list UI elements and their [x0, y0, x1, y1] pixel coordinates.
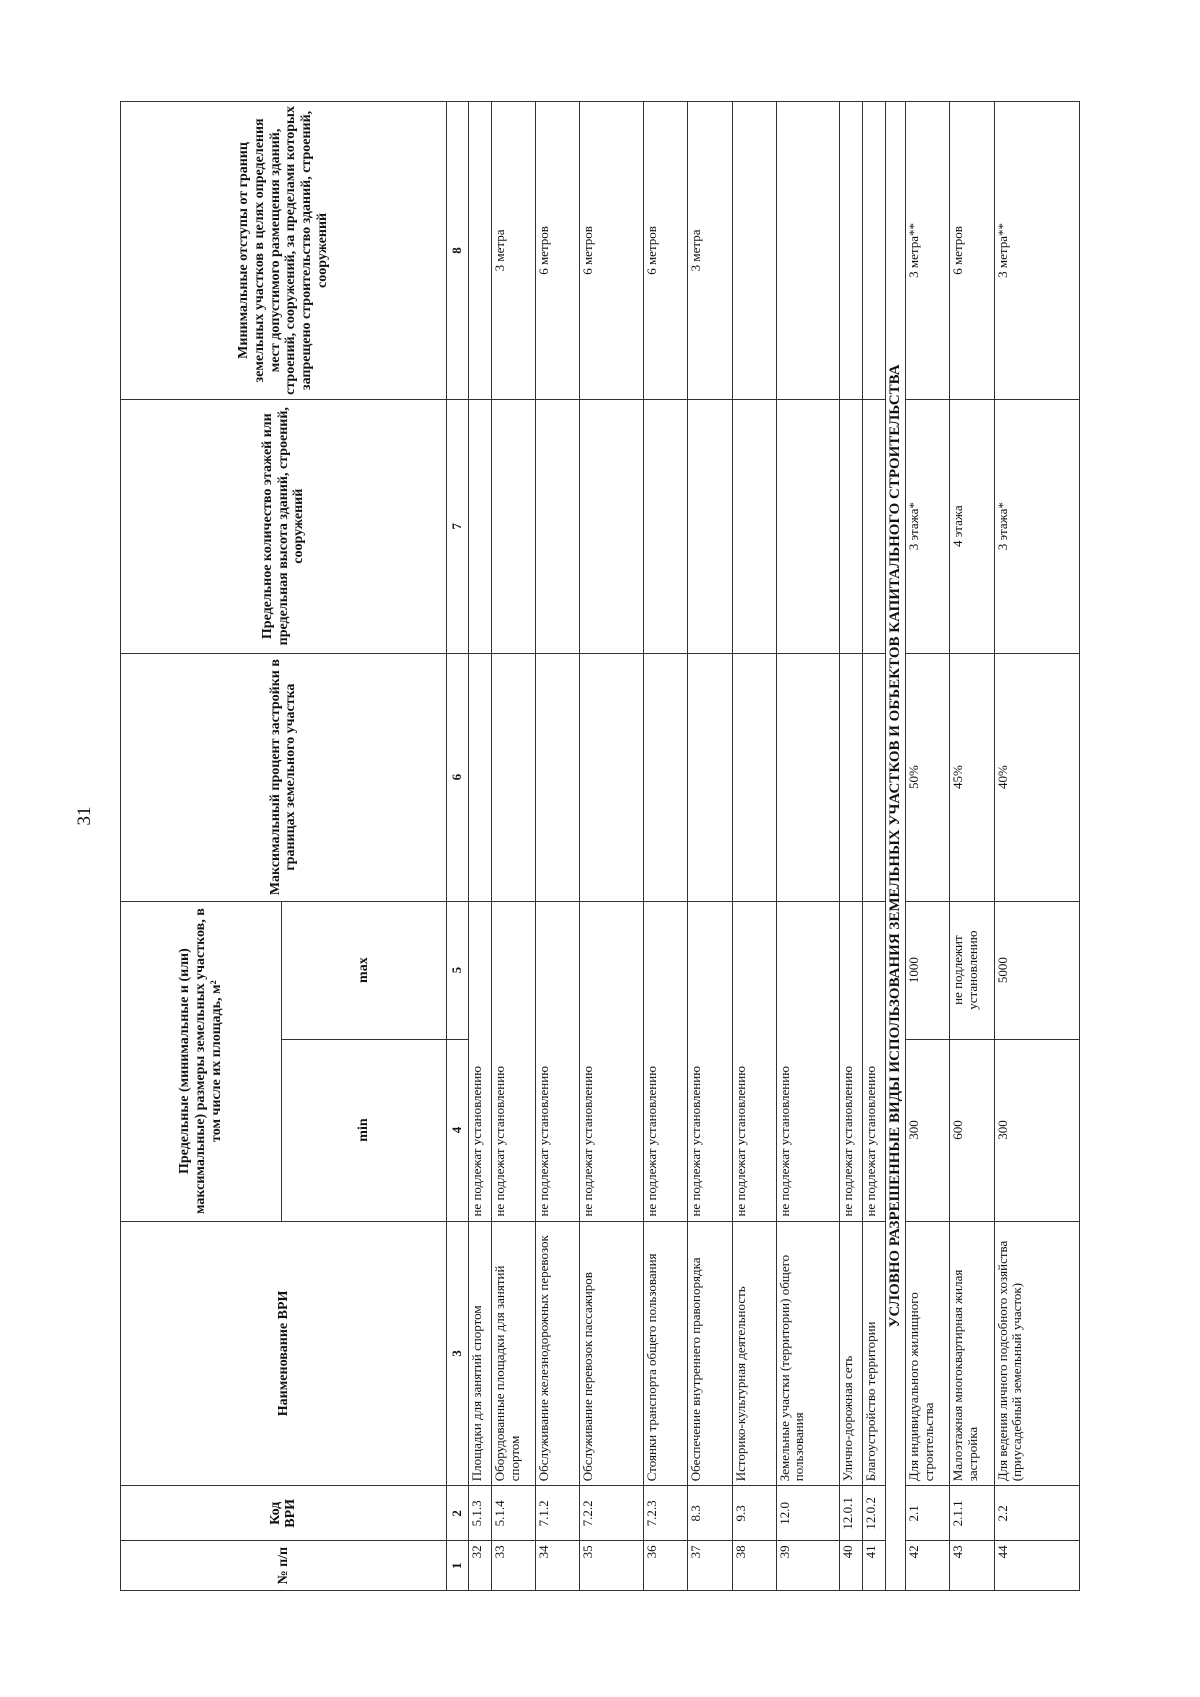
column-number: 3: [446, 1221, 469, 1486]
row-max: 1000: [906, 901, 950, 1039]
row-code: 12.0: [776, 1486, 840, 1541]
row-num: 41: [863, 1541, 886, 1591]
row-code: 5.1.3: [469, 1486, 492, 1541]
row-size: не подлежат установлению: [863, 901, 886, 1221]
row-name: Земельные участки (территории) общего пользования: [776, 1221, 840, 1486]
row-size: не подлежат установлению: [492, 901, 536, 1221]
row-code: 7.1.2: [536, 1486, 580, 1541]
row-size: не подлежат установлению: [776, 901, 840, 1221]
column-number: 4: [446, 1039, 469, 1221]
rotated-page-content: [120, 101, 1080, 1591]
table-row: [906, 102, 950, 1591]
row-name: Улично-дорожная сеть: [840, 1221, 863, 1486]
row-setback: [863, 102, 886, 400]
row-max: 5000: [994, 901, 1079, 1039]
row-size: не подлежат установлению: [580, 901, 644, 1221]
row-min: 300: [994, 1039, 1079, 1221]
row-num: 36: [644, 1541, 688, 1591]
table-row: [776, 102, 840, 1591]
row-name: Площадки для занятий спортом: [469, 1221, 492, 1486]
row-percent: [688, 653, 732, 901]
row-floors: [536, 399, 580, 653]
row-name: Для ведения личного подсобного хозяйства (приусадебный земельный участок): [994, 1221, 1079, 1486]
row-code: 2.1.1: [950, 1486, 994, 1541]
row-floors: [840, 399, 863, 653]
row-percent: [776, 653, 840, 901]
row-num: 32: [469, 1541, 492, 1591]
row-name: Благоустройство территории: [863, 1221, 886, 1486]
row-setback: 6 метров: [950, 102, 994, 400]
row-percent: 45%: [950, 653, 994, 901]
header-row: [121, 102, 282, 1591]
row-num: 39: [776, 1541, 840, 1591]
row-size: не подлежат установлению: [469, 901, 492, 1221]
row-floors: 3 этажа*: [994, 399, 1079, 653]
row-name: Малоэтажная многоквартирная жилая застройка: [950, 1221, 994, 1486]
row-name: Обслуживание железнодорожных перевозок: [536, 1221, 580, 1486]
column-number: 5: [446, 901, 469, 1039]
column-number: 6: [446, 653, 469, 901]
row-size: не подлежат установлению: [688, 901, 732, 1221]
table-row: [580, 102, 644, 1591]
row-floors: [580, 399, 644, 653]
row-percent: [840, 653, 863, 901]
row-num: 43: [950, 1541, 994, 1591]
row-num: 42: [906, 1541, 950, 1591]
table-row: [994, 102, 1079, 1591]
row-percent: [644, 653, 688, 901]
row-floors: [732, 399, 776, 653]
row-name: Стоянки транспорта общего пользования: [644, 1221, 688, 1486]
row-name: Историко-культурная деятельность: [732, 1221, 776, 1486]
column-numbers-row: [446, 102, 469, 1591]
row-num: 44: [994, 1541, 1079, 1591]
row-percent: [469, 653, 492, 901]
header-code: Код ВРИ: [121, 1486, 447, 1541]
row-setback: [469, 102, 492, 400]
table-row: [732, 102, 776, 1591]
header-floors: Предельное количество этажей или предельная высота зданий, строений, сооружений: [121, 399, 447, 653]
row-min: 600: [950, 1039, 994, 1221]
row-floors: 4 этажа: [950, 399, 994, 653]
row-percent: [492, 653, 536, 901]
table-row: [644, 102, 688, 1591]
table-row: [492, 102, 536, 1591]
section-title: УСЛОВНО РАЗРЕШЕННЫЕ ВИДЫ ИСПОЛЬЗОВАНИЯ ЗЕМЕЛЬНЫХ УЧАСТКОВ И ОБЪЕКТОВ КАПИТАЛЬНОГО СТРОИТЕЛЬСТВА: [885, 102, 905, 1591]
table-row: [688, 102, 732, 1591]
row-num: 37: [688, 1541, 732, 1591]
row-floors: [776, 399, 840, 653]
row-setback: [776, 102, 840, 400]
table-row: [536, 102, 580, 1591]
row-num: 35: [580, 1541, 644, 1591]
column-number: 1: [446, 1541, 469, 1591]
land-use-regulations-table: [120, 101, 1080, 1591]
page-number: 31: [74, 806, 95, 826]
row-setback: 6 метров: [644, 102, 688, 400]
row-code: 12.0.1: [840, 1486, 863, 1541]
table-row: [950, 102, 994, 1591]
row-num: 34: [536, 1541, 580, 1591]
row-floors: [644, 399, 688, 653]
row-setback: [840, 102, 863, 400]
column-number: 2: [446, 1486, 469, 1541]
table-row: [863, 102, 886, 1591]
row-floors: 3 этажа*: [906, 399, 950, 653]
row-floors: [688, 399, 732, 653]
row-setback: 3 метра: [492, 102, 536, 400]
header-percent: Максимальный процент застройки в границах земельного участка: [121, 653, 447, 901]
row-percent: 50%: [906, 653, 950, 901]
row-num: 38: [732, 1541, 776, 1591]
row-name: Для индивидуального жилищного строительства: [906, 1221, 950, 1486]
table-row: [469, 102, 492, 1591]
row-name: Обслуживание перевозок пассажиров: [580, 1221, 644, 1486]
row-code: 7.2.3: [644, 1486, 688, 1541]
row-setback: 3 метра: [688, 102, 732, 400]
table-row: [840, 102, 863, 1591]
header-min: min: [281, 1039, 446, 1221]
row-percent: [863, 653, 886, 901]
row-percent: 40%: [994, 653, 1079, 901]
row-code: 2.2: [994, 1486, 1079, 1541]
row-percent: [536, 653, 580, 901]
row-size: не подлежат установлению: [644, 901, 688, 1221]
column-number: 8: [446, 102, 469, 400]
row-code: 8.3: [688, 1486, 732, 1541]
row-floors: [863, 399, 886, 653]
row-setback: 6 метров: [536, 102, 580, 400]
row-size: не подлежат установлению: [840, 901, 863, 1221]
header-max: max: [281, 901, 446, 1039]
row-setback: 3 метра**: [994, 102, 1079, 400]
header-name: Наименование ВРИ: [121, 1221, 447, 1486]
row-code: 7.2.2: [580, 1486, 644, 1541]
section-header-row: [885, 102, 905, 1591]
row-code: 9.3: [732, 1486, 776, 1541]
row-name: Оборудованные площадки для занятий спортом: [492, 1221, 536, 1486]
header-size-group: Предельные (минимальные и (или) максимальные) размеры земельных участков, в том числе их площадь, м²: [121, 901, 282, 1221]
row-code: 5.1.4: [492, 1486, 536, 1541]
row-min: 300: [906, 1039, 950, 1221]
row-percent: [580, 653, 644, 901]
header-num: № п/п: [121, 1541, 447, 1591]
row-size: не подлежат установлению: [536, 901, 580, 1221]
row-floors: [492, 399, 536, 653]
row-code: 12.0.2: [863, 1486, 886, 1541]
row-name: Обеспечение внутреннего правопорядка: [688, 1221, 732, 1486]
row-size: не подлежат установлению: [732, 901, 776, 1221]
row-setback: 3 метра**: [906, 102, 950, 400]
header-setback: Минимальные отступы от границ земельных участков в целях определения мест допустимого размещения зданий, строений, сооружений, за пределами которых запрещено строительство зданий, строений, сооружений: [121, 102, 447, 400]
row-setback: 6 метров: [580, 102, 644, 400]
row-floors: [469, 399, 492, 653]
column-number: 7: [446, 399, 469, 653]
row-percent: [732, 653, 776, 901]
row-num: 40: [840, 1541, 863, 1591]
row-max: не подлежит установлению: [950, 901, 994, 1039]
row-num: 33: [492, 1541, 536, 1591]
row-setback: [732, 102, 776, 400]
row-code: 2.1: [906, 1486, 950, 1541]
